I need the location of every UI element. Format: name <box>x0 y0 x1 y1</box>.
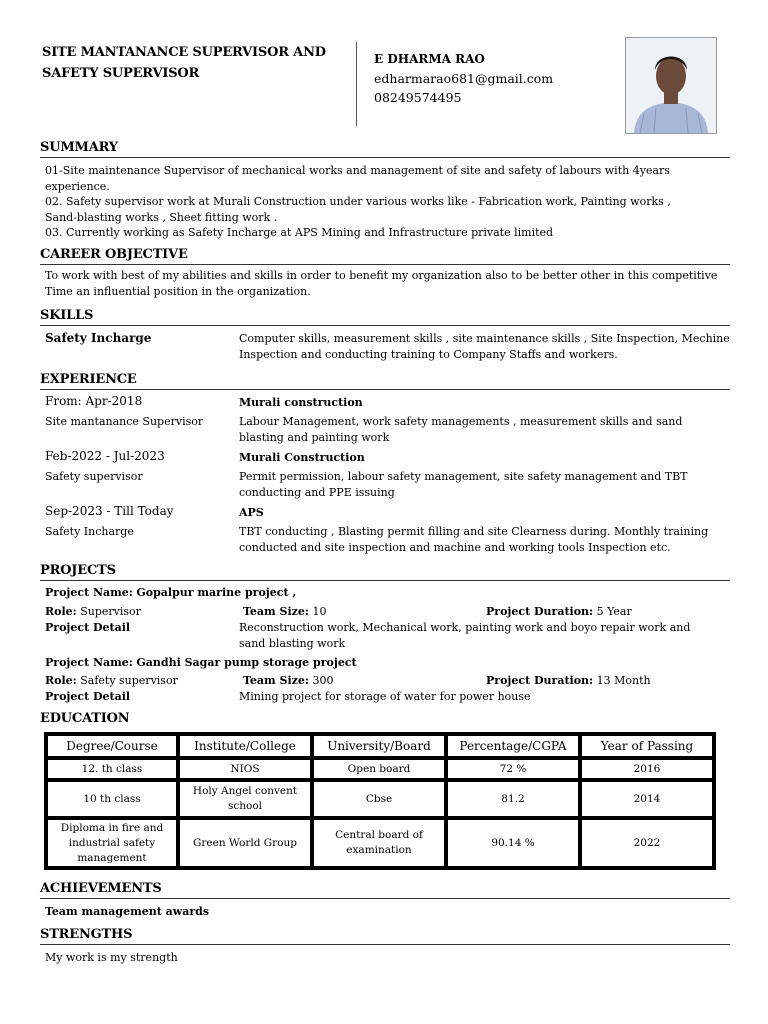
strengths-rule <box>40 944 730 945</box>
project-duration-label: Project Duration: <box>486 605 594 618</box>
exp-desc <box>239 524 734 555</box>
project-duration: 13 Month <box>596 674 651 687</box>
education-cell: Cbse <box>312 780 446 818</box>
project-detail-line: Reconstruction work, Mechanical work, painting work and boyo repair work and <box>239 621 691 634</box>
education-cell: 2022 <box>580 818 714 868</box>
project-role-row <box>45 673 178 689</box>
project-detail-line: Mining project for storage of water for power house <box>239 690 531 703</box>
exp-desc <box>239 469 734 500</box>
education-cell: 12. th class <box>46 758 178 780</box>
exp-role: Site mantanance Supervisor <box>45 415 204 428</box>
projects-rule <box>40 580 730 581</box>
exp-desc-line: conducted and site inspection and machine and working tools Inspection etc. <box>239 540 671 554</box>
profile-photo <box>625 37 717 134</box>
title-line-2: SAFETY SUPERVISOR <box>42 66 200 81</box>
exp-period: From: Apr-2018 <box>45 394 143 408</box>
project-role-row <box>45 604 141 620</box>
project-name-row <box>45 585 296 601</box>
exp-desc-line: TBT conducting , Blasting permit filling and site Clearness during. Monthly training <box>239 525 709 538</box>
education-col-header: Percentage/CGPA <box>446 734 580 758</box>
exp-period: Feb-2022 - Jul-2023 <box>45 449 165 463</box>
education-cell: 81.2 <box>446 780 580 818</box>
project-role-label: Role: <box>45 605 77 618</box>
project-duration: 5 Year <box>596 605 632 618</box>
education-cell: 2016 <box>580 758 714 780</box>
project-name-label: Project Name: <box>45 586 133 599</box>
experience-rule <box>40 389 730 390</box>
strengths-heading: STRENGTHS <box>40 927 133 942</box>
project-detail-label: Project Detail <box>45 621 131 634</box>
project-team: 300 <box>312 674 334 687</box>
objective-line: Time an influential position in the organization. <box>45 284 311 298</box>
exp-company: APS <box>239 506 264 519</box>
education-heading: EDUCATION <box>40 711 130 726</box>
project-detail <box>239 620 734 651</box>
project-role-label: Role: <box>45 674 77 687</box>
project-role: Supervisor <box>80 605 141 618</box>
header-divider <box>356 42 357 126</box>
exp-desc-line: Permit permission, labour safety management, site safety management and TBT <box>239 470 688 483</box>
summary-line: 01-Site maintenance Supervisor of mechanical works and management of site and safety of labours with 4years <box>45 164 670 177</box>
skills-rule <box>40 325 730 326</box>
table-row <box>46 818 714 868</box>
education-col-header: University/Board <box>312 734 446 758</box>
objective-body <box>45 268 735 299</box>
education-header-row <box>46 734 714 758</box>
project-name-label: Project Name: <box>45 656 133 669</box>
achievements-rule <box>40 898 730 899</box>
achievements-heading: ACHIEVEMENTS <box>40 881 162 896</box>
project-team-row <box>243 673 333 689</box>
summary-line: 03. Currently working as Safety Incharge at APS Mining and Infrastructure private limited <box>45 226 554 239</box>
project-duration-row <box>486 673 651 689</box>
skills-heading: SKILLS <box>40 308 94 323</box>
education-col-header: Institute/College <box>178 734 312 758</box>
project-detail-line: sand blasting work <box>239 636 346 650</box>
project-team-label: Team Size: <box>243 674 309 687</box>
objective-line: To work with best of my abilities and skills in order to benefit my organization also to be better other in this competitive <box>45 269 718 282</box>
project-team-row <box>243 604 326 620</box>
exp-company: Murali construction <box>239 396 363 409</box>
summary-heading: SUMMARY <box>40 140 118 155</box>
exp-period: Sep-2023 - Till Today <box>45 504 174 518</box>
summary-line: experience. <box>45 179 110 193</box>
education-table <box>44 732 716 870</box>
objective-rule <box>40 264 730 265</box>
skills-body <box>239 331 734 362</box>
skills-line: Inspection and conducting training to Company Staffs and workers. <box>239 347 618 361</box>
exp-desc-line: Labour Management, work safety managements , measurement skills and sand <box>239 415 683 428</box>
strength-item: My work is my strength <box>45 951 178 964</box>
table-row <box>46 758 714 780</box>
summary-line: 02. Safety supervisor work at Murali Construction under various works like - Fabrication work, Painting works , <box>45 195 671 208</box>
project-duration-row <box>486 604 632 620</box>
education-table-wrap <box>44 732 716 870</box>
exp-role: Safety supervisor <box>45 470 143 483</box>
education-cell: 90.14 % <box>446 818 580 868</box>
skills-line: Computer skills, measurement skills , site maintenance skills , Site Inspection, Mechine <box>239 332 730 345</box>
project-team-label: Team Size: <box>243 605 309 618</box>
skills-label: Safety Incharge <box>45 331 152 345</box>
exp-company: Murali Construction <box>239 451 365 464</box>
achievement-item: Team management awards <box>45 905 210 918</box>
project-name: Gopalpur marine project , <box>136 586 297 599</box>
project-name: Gandhi Sagar pump storage project <box>136 656 357 669</box>
exp-desc-line: blasting and painting work <box>239 430 390 444</box>
project-duration-label: Project Duration: <box>486 674 594 687</box>
phone-text: 08249574495 <box>374 90 462 105</box>
education-cell: Holy Angel convent school <box>178 780 312 818</box>
summary-line: Sand-blasting works , Sheet fitting work . <box>45 210 278 224</box>
summary-rule <box>40 157 730 158</box>
education-col-header: Year of Passing <box>580 734 714 758</box>
exp-desc-line: conducting and PPE issuing <box>239 485 395 499</box>
project-name-row <box>45 655 357 671</box>
experience-heading: EXPERIENCE <box>40 372 137 387</box>
project-team: 10 <box>312 605 327 618</box>
email-text: edharmarao681@gmail.com <box>374 71 554 86</box>
education-cell: Diploma in fire and industrial safety management <box>46 818 178 868</box>
education-cell: 2014 <box>580 780 714 818</box>
project-detail-label: Project Detail <box>45 690 131 703</box>
title-line-1: SITE MANTANANCE SUPERVISOR AND <box>42 45 326 60</box>
person-icon <box>626 38 716 133</box>
education-cell: Green World Group <box>178 818 312 868</box>
table-row <box>46 780 714 818</box>
project-detail <box>239 689 734 705</box>
resume-title <box>42 42 342 84</box>
education-col-header: Degree/Course <box>46 734 178 758</box>
education-cell: 10 th class <box>46 780 178 818</box>
candidate-name: E DHARMA RAO <box>374 52 485 66</box>
education-cell: Open board <box>312 758 446 780</box>
exp-role: Safety Incharge <box>45 525 134 538</box>
education-cell: Central board of examination <box>312 818 446 868</box>
project-role: Safety supervisor <box>80 674 178 687</box>
summary-body <box>45 163 735 241</box>
education-cell: NIOS <box>178 758 312 780</box>
exp-desc <box>239 414 734 445</box>
projects-heading: PROJECTS <box>40 563 116 578</box>
education-cell: 72 % <box>446 758 580 780</box>
contact-block <box>374 50 553 107</box>
objective-heading: CAREER OBJECTIVE <box>40 247 188 262</box>
